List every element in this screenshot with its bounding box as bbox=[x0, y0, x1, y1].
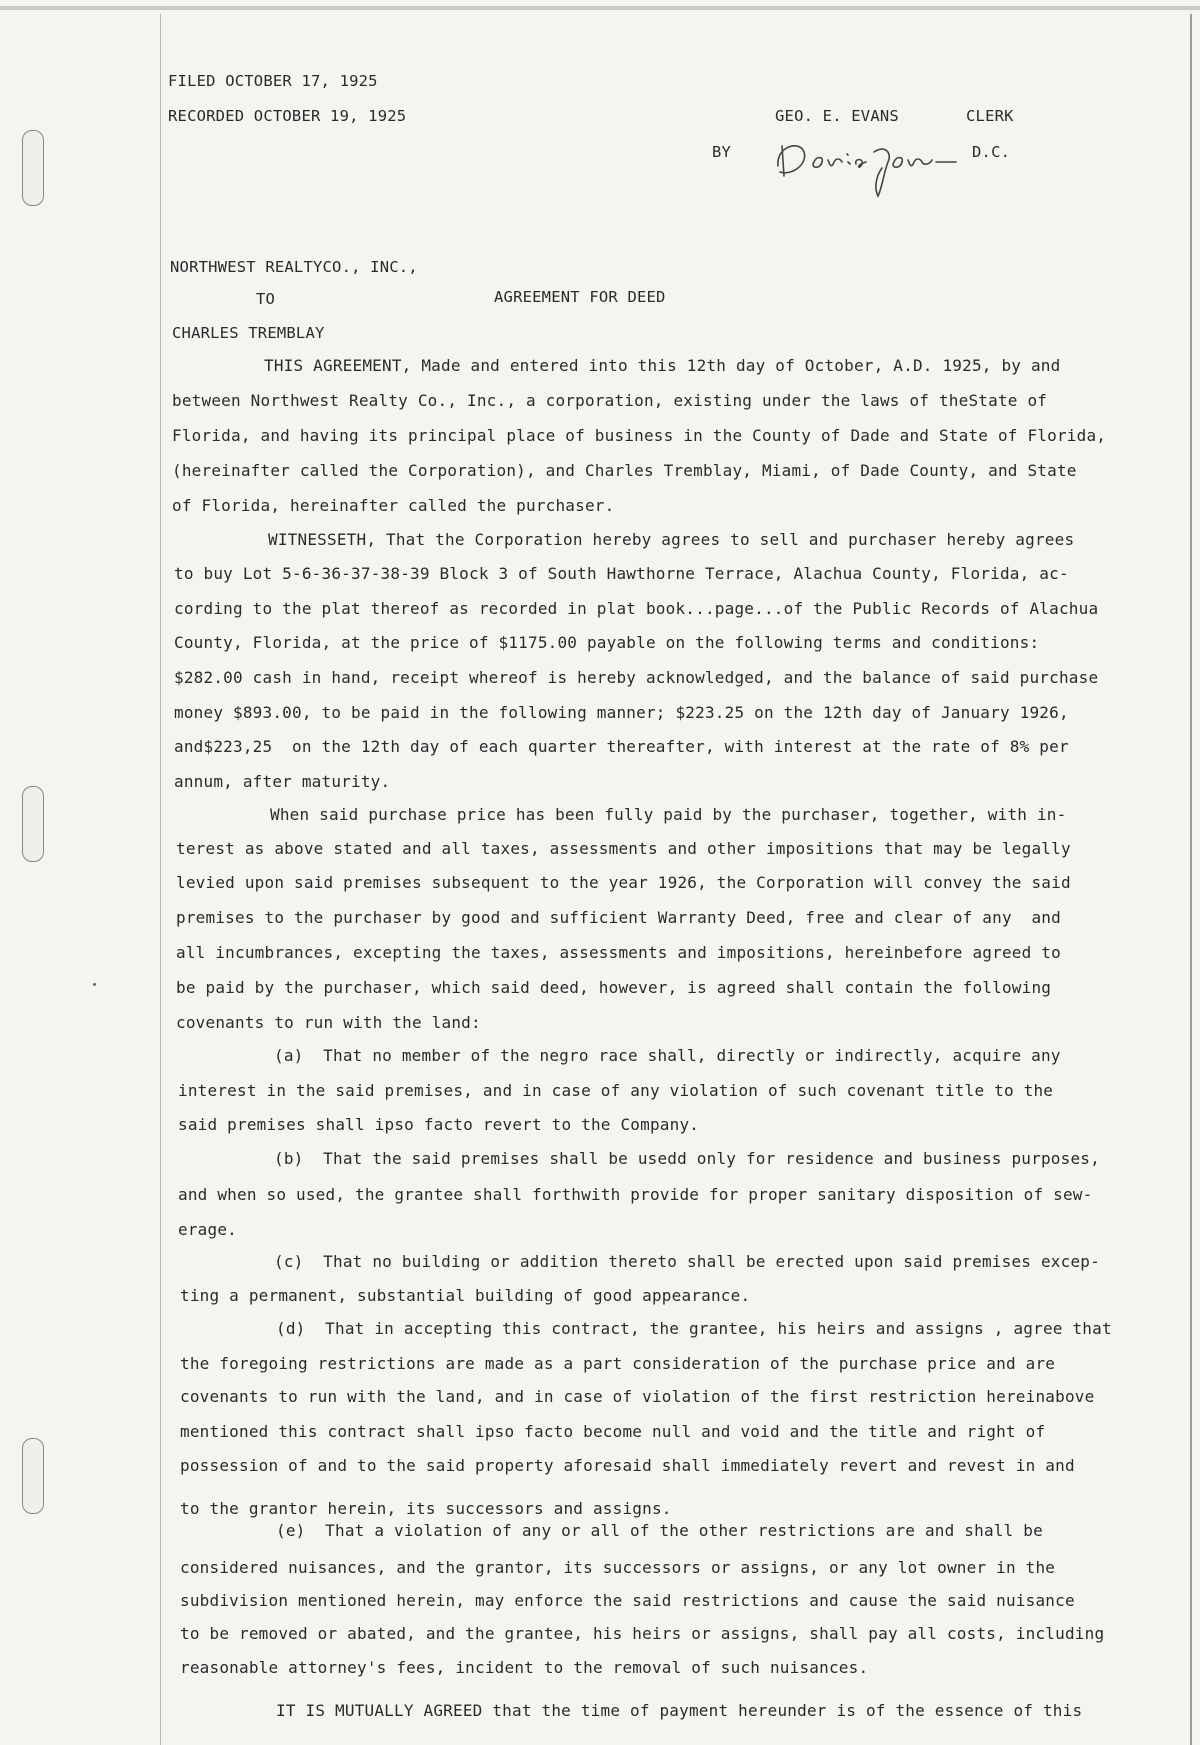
body-line: covenants to run with the land, and in case of violation of the first restriction hereinabove bbox=[180, 1387, 1095, 1406]
body-line: erage. bbox=[178, 1220, 237, 1239]
body-line: terest as above stated and all taxes, assessments and other impositions that may be legally bbox=[176, 839, 1071, 858]
body-line: be paid by the purchaser, which said deed, however, is agreed shall contain the following bbox=[176, 978, 1052, 997]
covenant-b-line: (b) That the said premises shall be usedd only for residence and business purposes, bbox=[274, 1149, 1100, 1168]
body-line: to buy Lot 5-6-36-37-38-39 Block 3 of South Hawthorne Terrace, Alachua County, Florida, ac- bbox=[174, 564, 1069, 583]
body-line: between Northwest Realty Co., Inc., a corporation, existing under the laws of theState of bbox=[172, 391, 1048, 410]
body-line: of Florida, hereinafter called the purchaser. bbox=[172, 496, 615, 515]
body-line: annum, after maturity. bbox=[174, 772, 391, 791]
body-line: IT IS MUTUALLY AGREED that the time of payment hereunder is of the essence of this bbox=[276, 1701, 1083, 1720]
body-line: When said purchase price has been fully paid by the purchaser, together, with in- bbox=[270, 805, 1067, 824]
body-line: subdivision mentioned herein, may enforce the said restrictions and cause the said nuisance bbox=[180, 1591, 1075, 1610]
body-line: said premises shall ipso facto revert to the Company. bbox=[178, 1115, 700, 1134]
covenant-d-line: (d) That in accepting this contract, the grantee, his heirs and assigns , agree that bbox=[276, 1319, 1112, 1338]
body-line: considered nuisances, and the grantor, its successors or assigns, or any lot owner in the bbox=[180, 1558, 1056, 1577]
grantee-name: CHARLES TREMBLAY bbox=[172, 324, 325, 342]
body-line: Florida, and having its principal place of business in the County of Dade and State of Florida, bbox=[172, 426, 1107, 445]
body-line: cording to the plat thereof as recorded in plat book...page...of the Public Records of Alachua bbox=[174, 599, 1099, 618]
body-line: THIS AGREEMENT, Made and entered into this 12th day of October, A.D. 1925, by and bbox=[264, 356, 1061, 375]
body-line: $282.00 cash in hand, receipt whereof is hereby acknowledged, and the balance of said purchase bbox=[174, 668, 1099, 687]
covenant-c-line: (c) That no building or addition thereto shall be erected upon said premises excep- bbox=[274, 1252, 1100, 1271]
clerk-signature bbox=[770, 132, 960, 202]
body-line: and when so used, the grantee shall forthwith provide for proper sanitary disposition of sew- bbox=[178, 1185, 1093, 1204]
covenant-a-line: (a) That no member of the negro race shall, directly or indirectly, acquire any bbox=[274, 1046, 1061, 1065]
body-line: premises to the purchaser by good and sufficient Warranty Deed, free and clear of any and bbox=[176, 908, 1061, 927]
clerk-title: CLERK bbox=[966, 107, 1014, 125]
body-line: covenants to run with the land: bbox=[176, 1013, 481, 1032]
grantor-name: NORTHWEST REALTYCO., INC., bbox=[170, 258, 418, 276]
body-line: possession of and to the said property aforesaid shall immediately revert and revest in and bbox=[180, 1456, 1075, 1475]
deputy-clerk-label: D.C. bbox=[972, 143, 1011, 161]
body-line: to be removed or abated, and the grantee, his heirs or assigns, shall pay all costs, including bbox=[180, 1624, 1105, 1643]
filed-date: FILED OCTOBER 17, 1925 bbox=[168, 72, 378, 90]
body-line: the foregoing restrictions are made as a part consideration of the purchase price and are bbox=[180, 1354, 1056, 1373]
body-line: all incumbrances, excepting the taxes, assessments and impositions, hereinbefore agreed to bbox=[176, 943, 1061, 962]
body-line: mentioned this contract shall ipso facto become null and void and the title and right of bbox=[180, 1422, 1046, 1441]
covenant-e-line: (e) That a violation of any or all of the other restrictions are and shall be bbox=[276, 1521, 1043, 1540]
body-line: and$223,25 on the 12th day of each quarter thereafter, with interest at the rate of 8% per bbox=[174, 737, 1069, 756]
document-title: AGREEMENT FOR DEED bbox=[494, 288, 666, 306]
body-line: interest in the said premises, and in case of any violation of such covenant title to the bbox=[178, 1081, 1054, 1100]
body-line: reasonable attorney's fees, incident to the removal of such nuisances. bbox=[180, 1658, 869, 1677]
to-label: TO bbox=[256, 290, 276, 308]
recorded-date: RECORDED OCTOBER 19, 1925 bbox=[168, 107, 407, 125]
body-line: WITNESSETH, That the Corporation hereby agrees to sell and purchaser hereby agrees bbox=[268, 530, 1075, 549]
body-line: (hereinafter called the Corporation), and Charles Tremblay, Miami, of Dade County, and State bbox=[172, 461, 1077, 480]
body-line: County, Florida, at the price of $1175.00 payable on the following terms and conditions: bbox=[174, 633, 1040, 652]
body-line: money $893.00, to be paid in the following manner; $223.25 on the 12th day of January 1926, bbox=[174, 703, 1069, 722]
body-line: levied upon said premises subsequent to the year 1926, the Corporation will convey the said bbox=[176, 873, 1071, 892]
clerk-name: GEO. E. EVANS bbox=[775, 107, 899, 125]
body-line: ting a permanent, substantial building of good appearance. bbox=[180, 1286, 751, 1305]
body-line: to the grantor herein, its successors and assigns. bbox=[180, 1499, 672, 1518]
by-label: BY bbox=[712, 143, 732, 161]
